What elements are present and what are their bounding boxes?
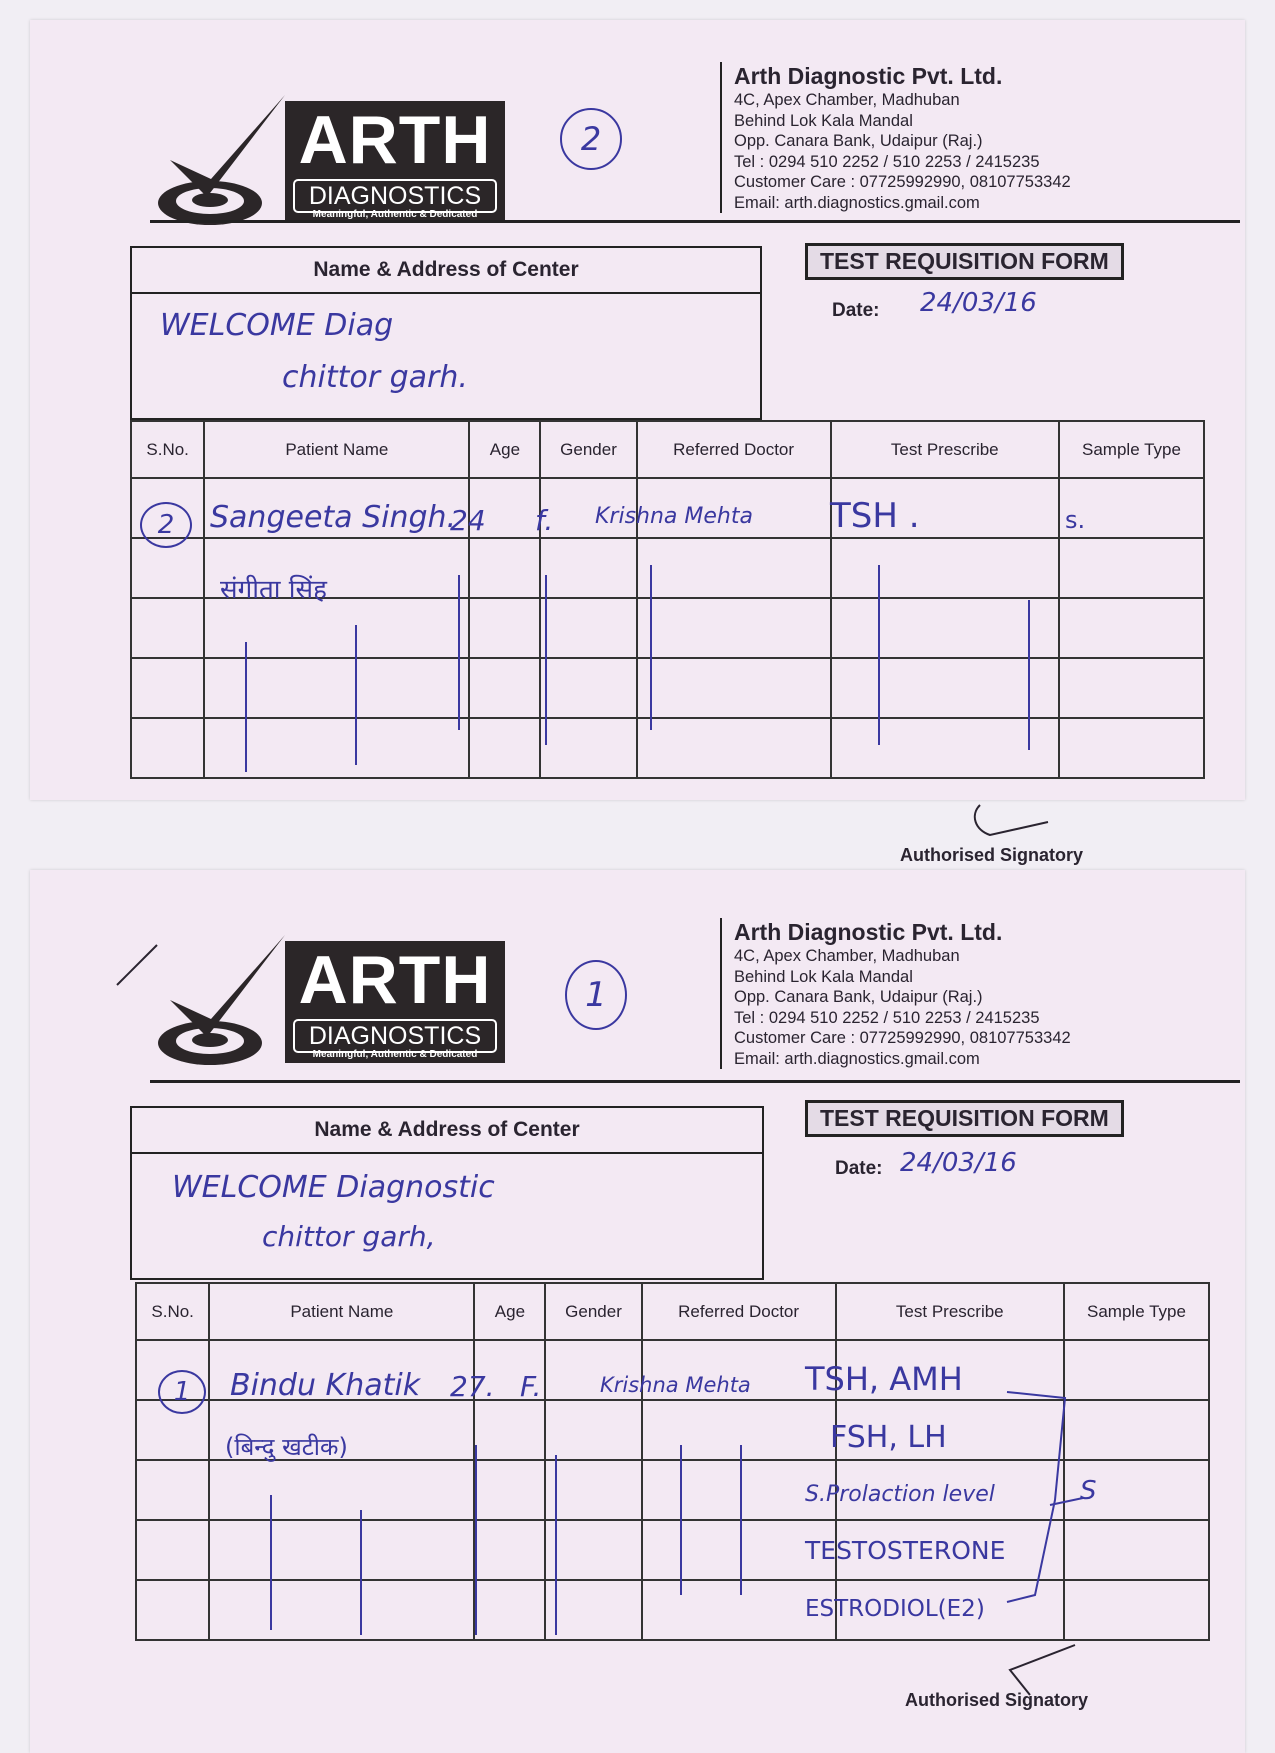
table-row (131, 598, 1204, 658)
center-address-box (130, 246, 762, 420)
patient-name: Bindu Khatik (230, 1368, 421, 1403)
date-label: Date: (832, 300, 880, 321)
company-customer-care: Customer Care : 07725992990, 08107753342 (734, 1029, 1071, 1047)
center-name: WELCOME Diag (160, 308, 394, 343)
company-address-line: 4C, Apex Chamber, Madhuban (734, 91, 960, 109)
logo-sub: DIAGNOSTICS (293, 179, 497, 213)
header-divider (150, 1080, 1240, 1083)
logo-box (285, 941, 505, 1063)
patient-gender: F. (520, 1370, 542, 1403)
entry-sno: 2 (140, 502, 192, 548)
test-line: S.Prolaction level (805, 1482, 995, 1507)
col-referred-doctor: Referred Doctor (642, 1283, 836, 1340)
target-check-icon (145, 75, 295, 235)
company-address-line: Opp. Canara Bank, Udaipur (Raj.) (734, 132, 983, 150)
requisition-form-bottom (30, 870, 1245, 1753)
col-sno: S.No. (131, 421, 204, 478)
logo-box (285, 101, 505, 223)
company-tel: Tel : 0294 510 2252 / 510 2253 / 2415235 (734, 152, 1040, 171)
form-title: TEST REQUISITION FORM (805, 243, 1124, 280)
center-heading: Name & Address of Center (132, 1108, 762, 1154)
referred-doctor: Krishna Mehta (595, 504, 753, 529)
col-test-prescribe: Test Prescribe (836, 1283, 1064, 1340)
col-sample-type: Sample Type (1059, 421, 1204, 478)
center-heading: Name & Address of Center (132, 248, 760, 294)
entry-sno: 1 (158, 1370, 206, 1414)
table-row (131, 718, 1204, 778)
company-address-line: 4C, Apex Chamber, Madhuban (734, 947, 960, 965)
table-header-row (131, 421, 1204, 478)
signature-mark (960, 800, 1050, 850)
patient-age: 27. (450, 1370, 495, 1403)
pen-mark (112, 940, 172, 990)
company-email: Email: arth.diagnostics.gmail.com (734, 193, 980, 212)
col-age: Age (469, 421, 540, 478)
form-number: 2 (560, 108, 622, 170)
company-address-line: Behind Lok Kala Mandal (734, 111, 913, 130)
col-test-prescribe: Test Prescribe (831, 421, 1059, 478)
test-line: ESTRODIOL(E2) (805, 1596, 985, 1622)
center-address-box (130, 1106, 764, 1280)
requisition-form-top (30, 20, 1245, 865)
referred-doctor: Krishna Mehta (600, 1373, 751, 1397)
test-line: TSH . (830, 496, 920, 536)
sample-type: s. (1065, 506, 1086, 534)
col-gender: Gender (545, 1283, 641, 1340)
form-date: 24/03/16 (920, 288, 1037, 318)
logo-word: ARTH (298, 102, 492, 178)
date-label: Date: (835, 1158, 883, 1179)
test-line: TSH, AMH (805, 1360, 963, 1398)
center-city: chittor garh. (282, 360, 468, 395)
authorised-signatory: Authorised Signatory (905, 1690, 1089, 1710)
company-customer-care: Customer Care : 07725992990, 08107753342 (734, 173, 1071, 191)
patient-age: 24 (450, 504, 486, 537)
logo-tagline: Meaningful, Authentic & Dedicated (312, 209, 478, 220)
col-sample-type: Sample Type (1064, 1283, 1209, 1340)
col-age: Age (474, 1283, 545, 1340)
arth-logo (145, 75, 515, 235)
company-email: Email: arth.diagnostics.gmail.com (734, 1049, 980, 1068)
col-gender: Gender (540, 421, 636, 478)
form-title: TEST REQUISITION FORM (805, 1100, 1124, 1137)
company-tel: Tel : 0294 510 2252 / 510 2253 / 2415235 (734, 1008, 1040, 1027)
company-name: Arth Diagnostic Pvt. Ltd. (734, 63, 1003, 89)
col-patient-name: Patient Name (209, 1283, 474, 1340)
company-name: Arth Diagnostic Pvt. Ltd. (734, 919, 1003, 945)
company-address-line: Opp. Canara Bank, Udaipur (Raj.) (734, 988, 983, 1006)
company-info (720, 62, 1164, 213)
patient-name: Sangeeta Singh. (210, 500, 457, 535)
form-number: 1 (565, 960, 627, 1030)
table-row (131, 658, 1204, 718)
patient-name-hindi: संगीता सिंह (220, 575, 327, 605)
target-check-icon (145, 915, 295, 1075)
col-patient-name: Patient Name (204, 421, 469, 478)
arth-logo (145, 915, 515, 1075)
sample-type: S (1080, 1476, 1097, 1506)
logo-word: ARTH (298, 942, 492, 1018)
table-header-row (136, 1283, 1209, 1340)
center-city: chittor garh, (262, 1220, 436, 1253)
col-sno: S.No. (136, 1283, 209, 1340)
header-divider (150, 220, 1240, 223)
form-date: 24/03/16 (900, 1148, 1017, 1178)
col-referred-doctor: Referred Doctor (637, 421, 831, 478)
test-line: TESTOSTERONE (805, 1536, 1006, 1565)
logo-tagline: Meaningful, Authentic & Dedicated (312, 1049, 478, 1060)
center-name: WELCOME Diagnostic (172, 1170, 495, 1205)
patient-gender: f. (535, 504, 554, 537)
company-info (720, 918, 1164, 1069)
company-address-line: Behind Lok Kala Mandal (734, 967, 913, 986)
test-line: FSH, LH (830, 1420, 947, 1455)
authorised-signatory: Authorised Signatory (900, 845, 1084, 865)
logo-sub: DIAGNOSTICS (293, 1019, 497, 1053)
patient-name-hindi: (बिन्दु खटीक) (225, 1433, 348, 1461)
